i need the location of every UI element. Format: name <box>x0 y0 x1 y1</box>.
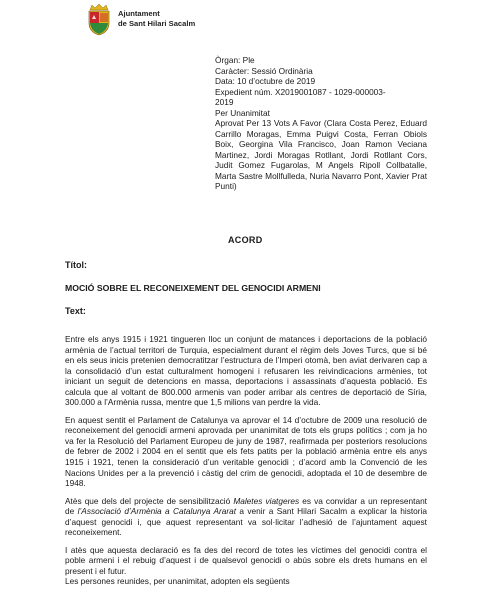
p3-part-e: a venir a Sant Hilari Sacalm a explicar la historia d’aquest genocidi i, que aquest representant va sol·licitar l’adhesió de l’ajuntament aquest reconeixement. <box>65 506 427 538</box>
document-body <box>65 334 427 587</box>
meta-caracter: Caràcter: Sessió Ordinària <box>215 65 313 76</box>
meta-expedient-line1: Expedient núm. X2019001087 - 1029-000003- <box>215 86 386 97</box>
p3-part-a: Atès que dels del projecte de sensibilització <box>65 495 234 506</box>
municipal-coat-of-arms-icon <box>86 4 112 36</box>
organization-name <box>118 9 195 28</box>
titol-label: Títol: <box>65 260 87 270</box>
meta-resultat: Per Unanimitat <box>215 107 270 118</box>
paragraph-3 <box>65 496 427 538</box>
meta-expedient-line2: 2019 <box>215 97 234 107</box>
session-metadata <box>215 55 427 192</box>
paragraph-4: I atès que aquesta declaració es fa des del record de totes les víctimes del genocidi contra el poble armeni i el rebuig d’aquest i de qualsevol genocidi o abús sobre els drets humans en el present i el futur. <box>65 544 427 576</box>
p3-part-c: es va convidar a un representant de <box>65 495 427 517</box>
paragraph-5: Les persones reunides, per unanimitat, adopten els següents <box>65 576 290 587</box>
meta-organ: Òrgan: Ple <box>215 55 255 65</box>
meta-data: Data: 10 d’octubre de 2019 <box>215 76 316 86</box>
org-line-1: Ajuntament <box>118 9 160 18</box>
paragraph-1: Entre els anys 1915 i 1921 tingueren lloc un conjunt de matances i deportacions de la població armènia de l’actual territori de Turquia, especialment durant el règim dels Joves Turcs, que si bé en els seus inicis pretenien democratitzar l’estructura de l’Imperi otomà, ben aviat derivaren cap a la consolidació d’un estat culturalment homogeni i refusaren les reivindicacions armènies, tot iniciant un seguit de detencions en massa, deportacions i assassinats d’aquesta població. Es calcula que al voltant de 800.000 armenis van poder arribar als centres de deportació de Síria, 300.000 a l’Armènia russa, mentre que 1,5 milions van perdre la vida. <box>65 334 427 408</box>
p3-project-name: Maletes viatgeres <box>233 495 300 506</box>
text-label: Text: <box>65 306 86 316</box>
meta-vots: Aprovat Per 13 Vots A Favor (Clara Costa Perez, Eduard Carrillo Moragas, Emma Puigvi Costa, Ferran Obiols Boix, Georgina Vila Francisco, Joan Ramon Veciana Martinez, Jordi Moragas Rotllant, Jordi Rotllant Cors, Judit Gomez Fugarolas, M Angels Ripoll Collbatalle, Marta Sastre Mollfulleda, Nuria Navarro Pont, Xavier Prat Punti) <box>215 118 427 191</box>
paragraph-2: En aquest sentit el Parlament de Catalunya va aprovar el 14 d’octubre de 2009 una resolució de reconeixement del genocidi armeni aprovada per unanimitat de tots els grups polítics ; com ja ho va fer la Resolució del Parlament Europeu de juny de 1987, reafirmada per posteriors resolucions de febrer de 2002 i 2004 en el sentit que els fets patits per la població armènia entre els anys 1915 i 1921, tenen la consideració d’un veritable genocidi ; d’acord amb la Convenció de les Nacions Unides per a la prevenció i càstig del crim de genocidi, adoptada el 10 de desembre de 1948. <box>65 414 427 489</box>
p3-association-name: l’Associació d’Armènia a Catalunya Ararat <box>77 506 237 517</box>
org-line-2: de Sant Hilari Sacalm <box>118 18 196 28</box>
document-title: MOCIÓ SOBRE EL RECONEIXEMENT DEL GENOCIDI ARMENI <box>65 283 321 293</box>
acord-heading: ACORD <box>228 235 263 245</box>
